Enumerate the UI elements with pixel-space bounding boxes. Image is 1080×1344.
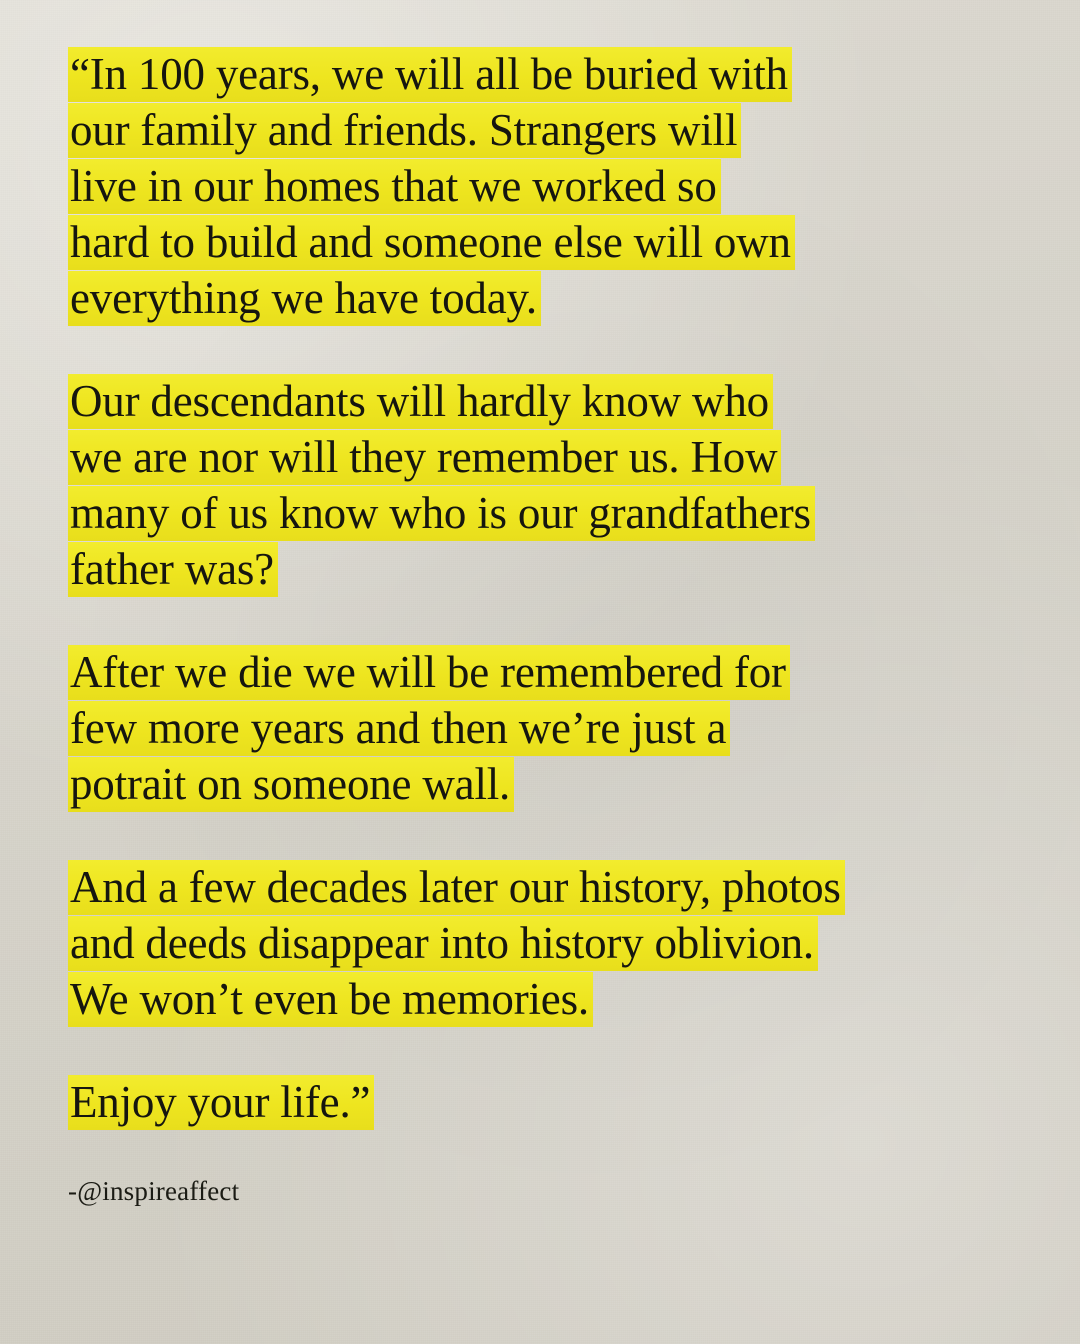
text-line xyxy=(68,541,1020,597)
text-line xyxy=(68,971,1020,1027)
text-line xyxy=(68,429,1020,485)
paragraph-2 xyxy=(68,373,1020,597)
highlighted-text: After we die we will be remembered for xyxy=(68,645,790,700)
text-line xyxy=(68,485,1020,541)
highlighted-text: hard to build and someone else will own xyxy=(68,215,795,270)
highlighted-text: Enjoy your life.” xyxy=(68,1075,374,1130)
highlighted-text: live in our homes that we worked so xyxy=(68,159,721,214)
text-line xyxy=(68,915,1020,971)
text-line xyxy=(68,270,1020,326)
highlighted-text: we are nor will they remember us. How xyxy=(68,430,781,485)
paragraph-1 xyxy=(68,46,1020,326)
highlighted-text: potrait on someone wall. xyxy=(68,757,514,812)
quote-content xyxy=(68,46,1020,1207)
highlighted-text: And a few decades later our history, photos xyxy=(68,860,845,915)
text-line xyxy=(68,1074,1020,1130)
highlighted-text: “In 100 years, we will all be buried with xyxy=(68,47,792,102)
highlighted-text: many of us know who is our grandfathers xyxy=(68,486,815,541)
highlighted-text: We won’t even be memories. xyxy=(68,972,593,1027)
paragraph-4 xyxy=(68,859,1020,1027)
highlighted-text: Our descendants will hardly know who xyxy=(68,374,773,429)
highlighted-text: our family and friends. Strangers will xyxy=(68,103,741,158)
text-line xyxy=(68,214,1020,270)
text-line xyxy=(68,158,1020,214)
text-line xyxy=(68,756,1020,812)
text-line xyxy=(68,102,1020,158)
paragraph-3 xyxy=(68,644,1020,812)
highlighted-text: and deeds disappear into history oblivion. xyxy=(68,916,818,971)
text-line xyxy=(68,859,1020,915)
highlighted-text: few more years and then we’re just a xyxy=(68,701,730,756)
text-line xyxy=(68,373,1020,429)
attribution: -@inspireaffect xyxy=(68,1176,240,1207)
text-line xyxy=(68,46,1020,102)
text-line xyxy=(68,700,1020,756)
highlighted-text: father was? xyxy=(68,542,278,597)
text-line xyxy=(68,644,1020,700)
paragraph-5 xyxy=(68,1074,1020,1130)
highlighted-text: everything we have today. xyxy=(68,271,541,326)
